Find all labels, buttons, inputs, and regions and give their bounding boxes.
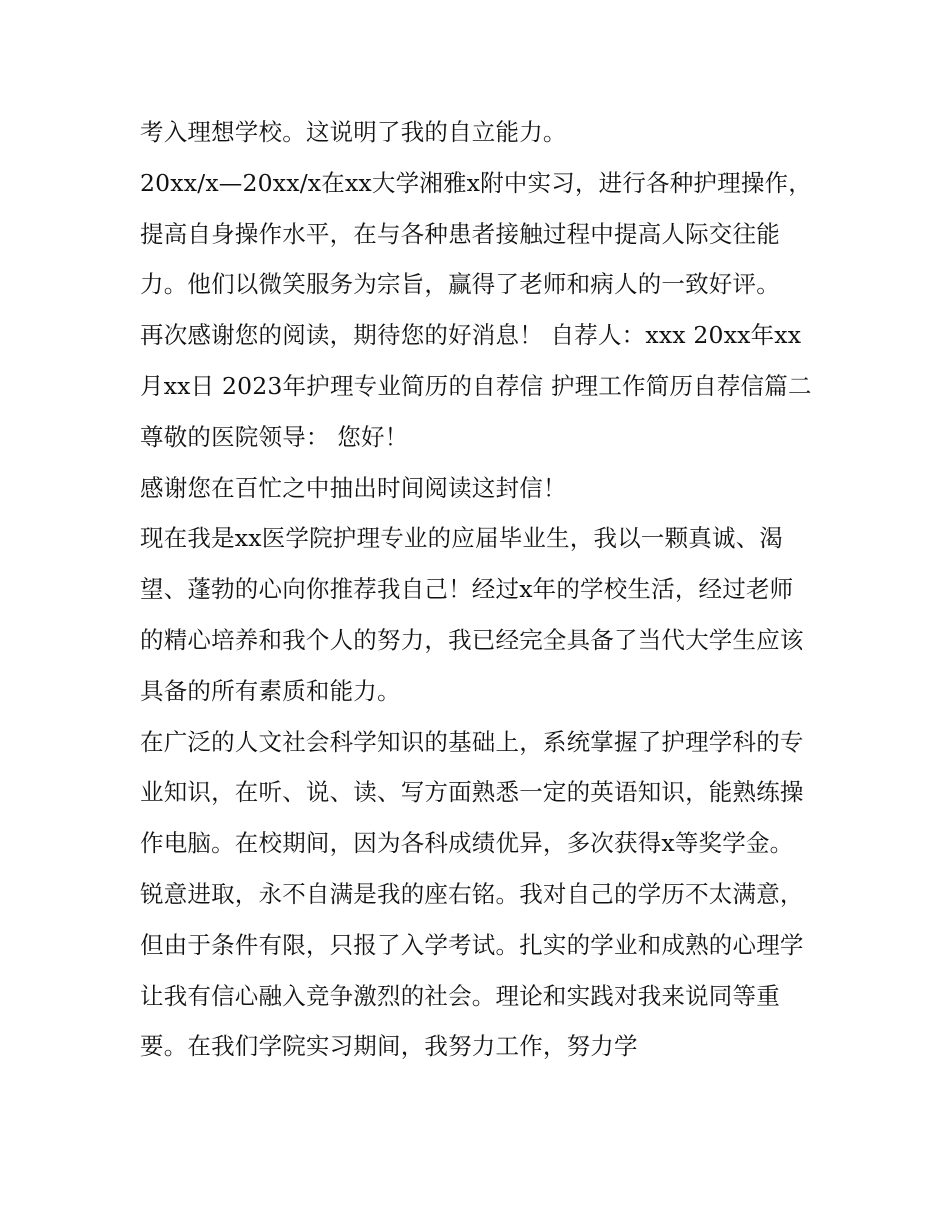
paragraph: 考入理想学校。这说明了我的自立能力。 (140, 118, 567, 146)
paragraph: 在广泛的人文社会科学知识的基础上，系统掌握了护理学科的专业知识，在听、说、读、写方面熟悉一定的英语知识，能熟练操作电脑。在校期间，因为各科成绩优异，多次获得x等奖学金。锐意进取，永不自满是我的座右铭。我对自己的学历不太满意，但由于条件有限，只报了入学考试。扎实的学业和成熟的心理学让我有信心融入竞争激烈的社会。理论和实践对我来说同等重要。在我们学院实习期间，我努力工作，努力学 (140, 727, 804, 1061)
paragraph: 现在我是xx医学院护理专业的应届毕业生，我以一颗真诚、渴望、蓬勃的心向你推荐我自己！经过x年的学校生活，经过老师的精心培养和我个人的努力，我已经完全具备了当代大学生应该具备的所有素质和能力。 (140, 524, 804, 705)
paragraph: 再次感谢您的阅读，期待您的好消息！ 自荐人：xxx 20xx年xx月xx日 2023年护理专业简历的自荐信 护理工作简历自荐信篇二 尊敬的医院领导： 您好！ (140, 321, 812, 451)
document-body (140, 107, 815, 1072)
paragraph: 20xx/x—20xx/x在xx大学湘雅x附中实习，进行各种护理操作，提高自身操作水平，在与各种患者接触过程中提高人际交往能力。他们以微笑服务为宗旨，赢得了老师和病人的一致好评。 (140, 168, 812, 299)
paragraph: 感谢您在百忙之中抽出时间阅读这封信！ (140, 473, 567, 502)
